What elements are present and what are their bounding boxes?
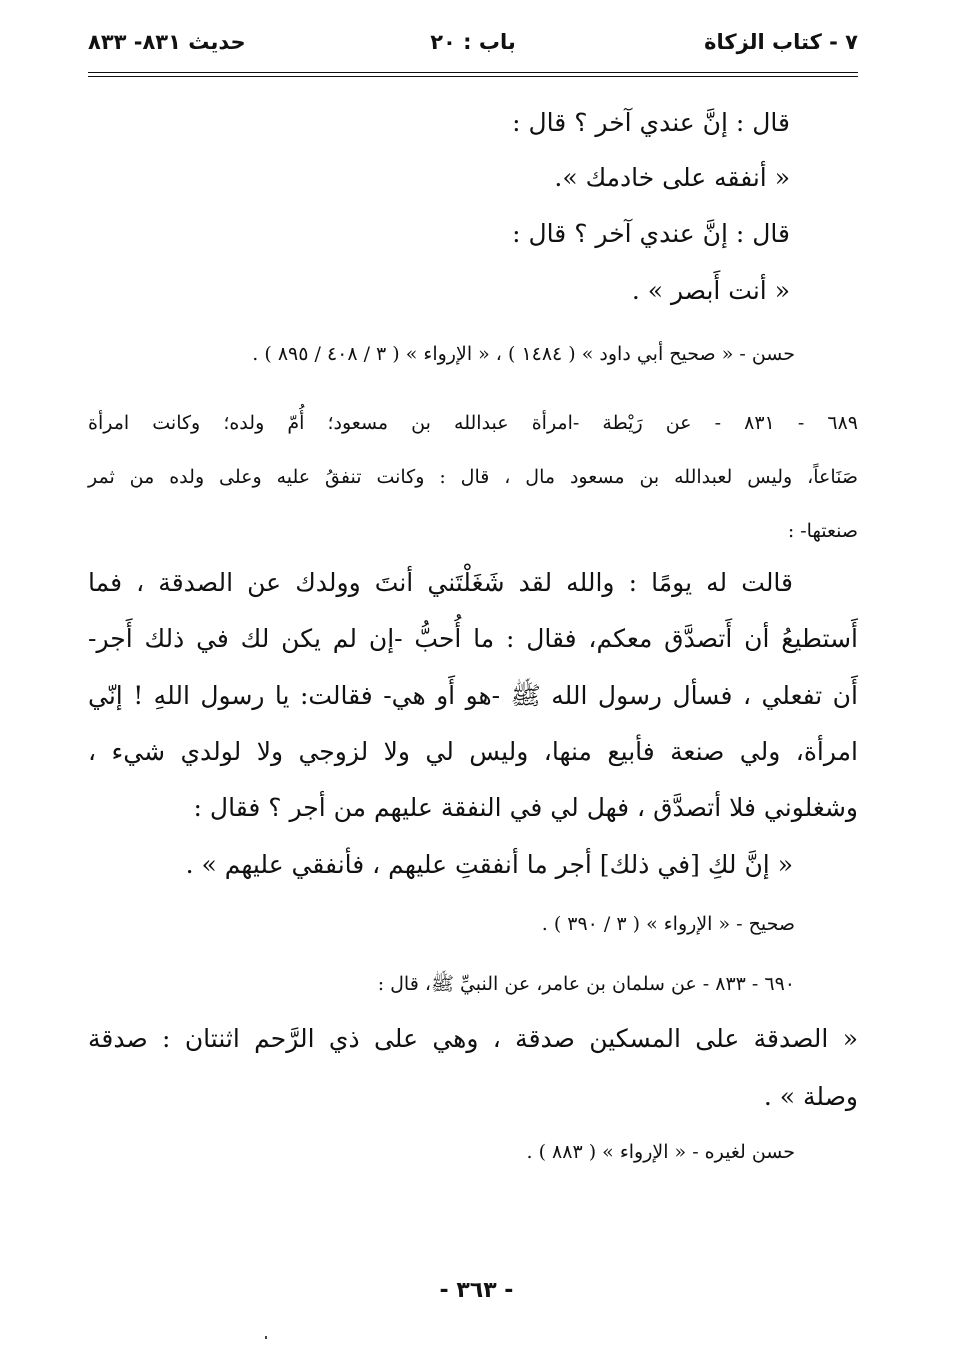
hadith-body-line: امرأة، ولي صنعة فأبيع منها، وليس لي ولا لزوجي ولا لولدي شيء ،: [88, 737, 858, 766]
text-line: « أنت أَبصر » .: [631, 276, 790, 305]
scan-speck: [265, 1336, 267, 1339]
grading-line: صحيح - « الإرواء » ( ٣ / ٣٩٠ ) .: [541, 913, 795, 935]
hadith-body-line: « الصدقة على المسكين صدقة ، وهي على ذي الرَّحم اثنتان : صدقة: [88, 1024, 858, 1053]
hadith-intro-line: ٦٩٠ - ٨٣٣ - عن سلمان بن عامر، عن النبيِّ ﷺ، قال :: [377, 973, 795, 995]
grading-line: حسن - « صحيح أبي داود » ( ١٤٨٤ ) ، « الإرواء » ( ٣ / ٤٠٨ / ٨٩٥ ) .: [252, 343, 795, 365]
hadith-body-line: وشغلوني فلا أتصدَّق ، فهل لي في النفقة عليهم من أجر ؟ فقال :: [193, 793, 858, 822]
hadith-intro-line: صَنَاعاً، وليس لعبدالله بن مسعود مال ، قال : وكانت تنفقُ عليه وعلى ولده من ثمر: [88, 466, 858, 488]
running-header: [88, 30, 858, 70]
chapter-title: ٧ - كتاب الزكاة: [704, 30, 858, 54]
hadith-body-line: « إنَّ لكِ [في ذلك] أجر ما أنفقتِ عليهم ، فأنفقي عليهم » .: [185, 850, 793, 879]
hadith-body-line: أَستطيعُ أن أَتصدَّق معكم، فقال : ما أُحبُّ -إن لم يكن لك في ذلك أَجر-: [88, 624, 858, 653]
hadith-body-line: قالت له يومًا : والله لقد شَغَلْتَني أنتَ وولدك عن الصدقة ، فما: [88, 568, 793, 597]
text-line: « أنفقه على خادمك ».: [554, 163, 790, 192]
bab-number: باب : ٢٠: [430, 30, 516, 54]
text-line: قال : إنَّ عندي آخر ؟ قال :: [512, 108, 790, 137]
hadith-intro-line: صنعتها- :: [787, 520, 858, 542]
hadith-range: حديث ٨٣١- ٨٣٣: [88, 30, 246, 54]
grading-line: حسن لغيره - « الإرواء » ( ٨٨٣ ) .: [526, 1141, 795, 1163]
hadith-body-line: وصلة » .: [763, 1082, 858, 1111]
header-double-rule: [88, 72, 858, 77]
hadith-body-line: أَن تفعلي ، فسأل رسول الله ﷺ -هو أَو هي- فقالت: يا رسول اللهِ ! إنّي: [88, 681, 858, 710]
hadith-intro-line: ٦٨٩ - ٨٣١ - عن رَيْطة -امرأة عبدالله بن مسعود؛ أُمّ ولده؛ وكانت امرأة: [88, 412, 858, 434]
text-line: قال : إنَّ عندي آخر ؟ قال :: [512, 219, 790, 248]
page-number: - ٣٦٣ -: [439, 1278, 514, 1303]
